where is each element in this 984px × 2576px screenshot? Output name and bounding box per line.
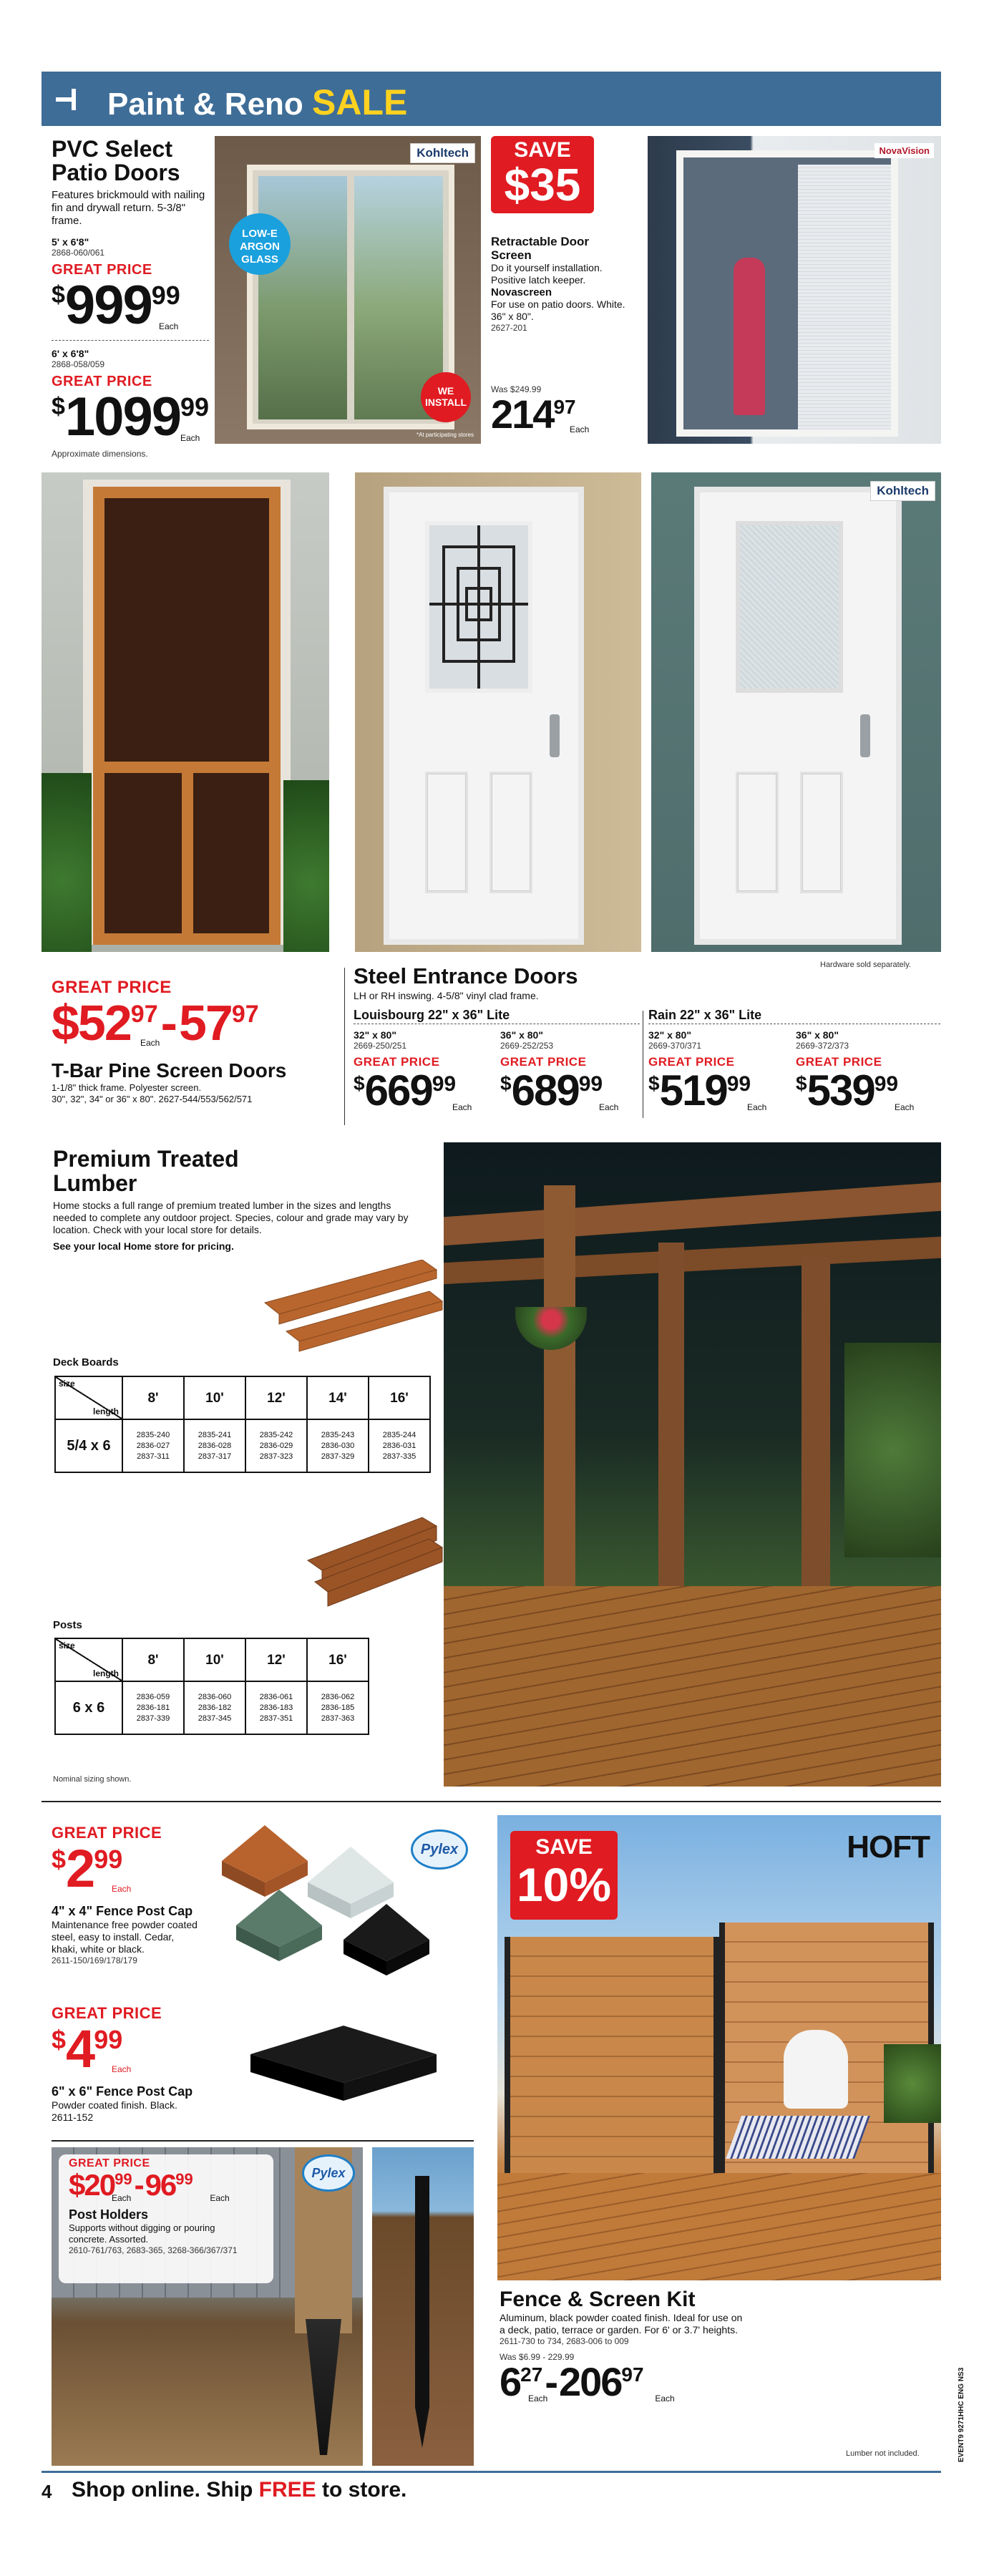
divider — [42, 1801, 941, 1802]
holders-title: Post Holders — [69, 2207, 149, 2222]
table-cell: 2836-061 2836-183 2837-351 — [245, 1681, 307, 1734]
each-label: Each — [895, 1102, 915, 1112]
kohltech-logo: Kohltech — [410, 143, 475, 163]
row-label: 5/4 x 6 — [55, 1419, 122, 1472]
save-label: SAVE — [514, 138, 571, 162]
patio-opt1-sku: 2868-060/061 — [52, 248, 105, 258]
table-header: 12' — [245, 1638, 307, 1681]
steel-item-sku: 2669-250/251 — [354, 1041, 407, 1051]
steel-item — [354, 1029, 497, 1112]
table-cell: 2836-060 2836-182 2837-345 — [184, 1681, 245, 1734]
cap4-title: 4" x 4" Fence Post Cap — [52, 1904, 193, 1918]
holders-price: $20 99 - 96 99 — [69, 2168, 193, 2202]
steel-item-price: $ 669 99 — [354, 1066, 457, 1114]
pergola-post — [658, 1243, 684, 1629]
patio-note: Approximate dimensions. — [52, 449, 148, 459]
cap4-block — [52, 1824, 216, 1965]
pine-screen-door-photo — [42, 472, 329, 952]
each-label: Each — [140, 1038, 160, 1048]
door-handle — [860, 714, 870, 757]
steel-block — [354, 963, 940, 1114]
holders-text — [69, 2157, 276, 2255]
row-label: 6 x 6 — [55, 1681, 122, 1734]
each-label: Each — [180, 433, 200, 443]
table-header: 14' — [307, 1376, 369, 1419]
patio-opt1-size: 5' x 6'8" — [52, 236, 89, 248]
fence-kit-photo — [497, 1815, 941, 2280]
lumber-see-store: See your local Home store for pricing. — [53, 1240, 234, 1252]
each-label: Each — [452, 1102, 472, 1112]
steel-item-price: $ 539 99 — [796, 1066, 899, 1114]
screen-desc2: For use on patio doors. White. 36" x 80". — [491, 298, 625, 322]
side-code: EVENT9 9271HHC ENG NS3 — [958, 2367, 965, 2462]
pylex-logo: Pylex — [411, 1829, 468, 1870]
great-price-label: GREAT PRICE — [52, 2004, 162, 2022]
steel-item — [500, 1029, 643, 1112]
fence-panel — [505, 1937, 719, 2173]
great-price-label: GREAT PRICE — [500, 1055, 587, 1069]
tbar-block — [52, 978, 338, 1105]
fence-block — [500, 2288, 929, 2404]
kohltech-logo: Kohltech — [870, 481, 935, 501]
patio-door-photo — [215, 136, 481, 444]
hoft-logo: HOFT — [847, 1829, 930, 1865]
deck-boards-title: Deck Boards — [53, 1356, 119, 1369]
table-row — [55, 1419, 430, 1472]
steel-item-size: 32" x 80" — [648, 1029, 691, 1041]
shrubs — [844, 1343, 941, 1557]
person-figure — [734, 258, 765, 415]
pylex-logo: Pylex — [302, 2154, 355, 2192]
black-post-cap-illustration — [243, 2018, 444, 2111]
divider — [52, 340, 209, 341]
steel-door-louisbourg — [384, 487, 584, 945]
hanging-basket — [515, 1307, 587, 1350]
steel-door-louisbourg-photo — [355, 472, 641, 952]
great-price-label: GREAT PRICE — [52, 374, 152, 389]
patio-opt1-price: $ 999 99 — [52, 275, 180, 336]
fern-plant — [283, 780, 329, 952]
post-holder-photo — [52, 2147, 363, 2466]
screen-price: 214 97 — [491, 392, 576, 437]
low-e-badge: LOW-E ARGON GLASS — [229, 213, 291, 275]
tbar-price: $52 97 - 57 97 — [52, 995, 259, 1051]
deck-floor — [497, 2173, 941, 2280]
cap4-price: $ 2 99 — [52, 1839, 123, 1898]
hardware-note: Hardware sold separately. — [820, 961, 911, 969]
screen-door-frame — [676, 150, 898, 437]
each-label: Each — [599, 1102, 619, 1112]
brand-mark-icon — [56, 87, 84, 112]
posts-title: Posts — [53, 1619, 82, 1631]
each-label: Each — [112, 2193, 132, 2203]
striped-rug — [726, 2116, 870, 2159]
fence-was-price: Was $6.99 - 229.99 — [500, 2352, 575, 2362]
table-cell: 2835-241 2836-028 2837-317 — [184, 1419, 245, 1472]
white-chair — [784, 2030, 848, 2109]
each-label: Each — [528, 2393, 548, 2404]
rain-glass — [736, 521, 843, 693]
patio-doors-title: PVC Select Patio Doors — [52, 136, 180, 185]
save-amount: $35 — [504, 159, 581, 210]
pergola-photo — [444, 1142, 941, 1787]
lumber-title: Premium Treated Lumber — [53, 1146, 239, 1196]
novavision-logo: NovaVision — [875, 143, 934, 158]
each-label: Each — [159, 321, 179, 331]
screen-subtitle: Novascreen — [491, 286, 552, 298]
fence-desc: Aluminum, black powder coated finish. Ideal for use on a deck, patio, terrace or garden. For 6' or 3.7' heights. — [500, 2312, 743, 2336]
save-amount: 10% — [516, 1858, 612, 1911]
table-cell: 2835-243 2836-030 2837-329 — [307, 1419, 369, 1472]
fern-plant — [42, 773, 92, 952]
table-header: 8' — [122, 1638, 184, 1681]
screen-title: Retractable Door Screen — [491, 235, 589, 262]
table-cell: 2836-059 2836-181 2837-339 — [122, 1681, 184, 1734]
table-header: 12' — [245, 1376, 307, 1419]
great-price-label: GREAT PRICE — [52, 262, 152, 278]
patio-opt2-size: 6' x 6'8" — [52, 348, 89, 359]
patio-opt2-sku: 2868-058/059 — [52, 359, 105, 369]
each-label: Each — [112, 2064, 132, 2074]
post-spike — [415, 2176, 429, 2448]
fence-sku: 2611-730 to 734, 2683-006 to 009 — [500, 2336, 629, 2346]
fence-price: 6 27 - 206 97 — [500, 2359, 644, 2404]
each-label: Each — [210, 2193, 230, 2203]
great-price-label: GREAT PRICE — [52, 1824, 162, 1842]
sale-banner — [42, 72, 941, 126]
cap6-price: $ 4 99 — [52, 2019, 123, 2079]
lumber-block — [53, 1147, 425, 1252]
patio-doors-desc: Features brickmould with nailing fin and drywall return. 5-3/8" frame. — [52, 189, 205, 227]
screen-was-price: Was $249.99 — [491, 384, 542, 394]
table-header: 10' — [184, 1638, 245, 1681]
fence-title: Fence & Screen Kit — [500, 2288, 696, 2311]
post-holder-ground-photo — [372, 2147, 474, 2466]
table-cell: 2836-062 2836-185 2837-363 — [307, 1681, 369, 1734]
footer-tagline: Shop online. Ship FREE to store. — [72, 2478, 407, 2502]
save-label: SAVE — [535, 1835, 593, 1859]
lumber-not-included-note: Lumber not included. — [846, 2449, 920, 2458]
steel-item-size: 36" x 80" — [500, 1029, 543, 1041]
cap6-title: 6" x 6" Fence Post Cap — [52, 2084, 193, 2099]
nominal-note: Nominal sizing shown. — [53, 1775, 132, 1784]
posts-table — [54, 1638, 369, 1735]
cap6-block — [52, 2004, 216, 2124]
each-label: Each — [570, 424, 590, 434]
page-number: 4 — [42, 2481, 52, 2502]
table-header: 8' — [122, 1376, 184, 1419]
steel-item-sku: 2669-372/373 — [796, 1041, 849, 1051]
install-note: *At participating stores — [416, 432, 474, 438]
table-header: 16' — [307, 1638, 369, 1681]
steel-item-price: $ 689 99 — [500, 1066, 603, 1114]
footer-rule — [42, 2471, 941, 2473]
each-label: Each — [112, 1884, 132, 1894]
steel-item-size: 32" x 80" — [354, 1029, 396, 1041]
posts-illustration — [301, 1503, 444, 1610]
holders-sku: 2610-761/763, 2683-365, 3268-366/367/371 — [69, 2245, 238, 2255]
table-row — [55, 1681, 369, 1734]
deck-boards-illustration — [258, 1260, 444, 1374]
tbar-title: T-Bar Pine Screen Doors — [52, 1059, 287, 1082]
great-price-label: GREAT PRICE — [69, 2157, 150, 2169]
table-cell: 2835-244 2836-031 2837-335 — [369, 1419, 430, 1472]
cap6-desc: Powder coated finish. Black. 2611-152 — [52, 2099, 177, 2123]
great-price-label: GREAT PRICE — [796, 1055, 882, 1069]
steel-desc: LH or RH inswing. 4-5/8" vinyl clad frame. — [354, 990, 539, 1001]
steel-item-sku: 2669-370/371 — [648, 1041, 702, 1051]
table-header: 10' — [184, 1376, 245, 1419]
save-badge — [510, 1831, 618, 1920]
tbar-desc: 1-1/8" thick frame. Polyester screen. — [52, 1082, 202, 1093]
great-price-label: GREAT PRICE — [52, 978, 172, 997]
pine-door — [93, 487, 281, 945]
door-handle — [550, 714, 560, 757]
we-install-badge: WE INSTALL — [421, 372, 471, 422]
holders-desc: Supports without digging or pouring concrete. Assorted. — [69, 2222, 215, 2245]
steel-group-louisbourg: Louisbourg 22" x 36" Lite — [354, 1008, 510, 1022]
steel-door-rain-photo — [651, 472, 941, 952]
steel-item-sku: 2669-252/253 — [500, 1041, 554, 1051]
deck-boards-table — [54, 1376, 431, 1473]
save-badge — [491, 136, 594, 213]
steel-item-size: 36" x 80" — [796, 1029, 839, 1041]
patio-doors-block — [52, 137, 209, 459]
banner-title: Paint & Reno SALE — [107, 82, 408, 122]
screen-desc1: Do it yourself installation. Positive latch keeper. — [491, 262, 603, 286]
each-label: Each — [747, 1102, 767, 1112]
screen-door-photo — [648, 136, 941, 444]
pergola-post — [802, 1257, 830, 1629]
table-cell: 2835-242 2836-029 2837-323 — [245, 1419, 307, 1472]
lumber-desc: Home stocks a full range of premium treated lumber in the sizes and lengths needed to complete any outdoor project. Species, colour and grade may vary by location. Check with your local store for details. — [53, 1200, 409, 1235]
table-header: 16' — [369, 1376, 430, 1419]
table-cell: 2835-240 2836-027 2837-311 — [122, 1419, 184, 1472]
steel-title: Steel Entrance Doors — [354, 963, 578, 988]
each-label: Each — [655, 2393, 675, 2404]
divider — [52, 2140, 474, 2142]
potted-plant — [884, 2044, 941, 2123]
steel-group-rain: Rain 22" x 36" Lite — [648, 1008, 762, 1022]
screen-block — [491, 136, 641, 437]
post-spike — [306, 2319, 341, 2455]
table-corner: size length — [56, 1377, 122, 1419]
steel-item — [796, 1029, 939, 1112]
steel-item-price: $ 519 99 — [648, 1066, 751, 1114]
screen-sku: 2627-201 — [491, 323, 527, 333]
decorative-glass — [425, 521, 532, 693]
great-price-label: GREAT PRICE — [648, 1055, 735, 1069]
deck-floor — [444, 1586, 941, 1787]
steel-door-rain — [694, 487, 902, 945]
cap4-sku: 2611-150/169/178/179 — [52, 1955, 137, 1965]
cap4-desc: Maintenance free powder coated steel, easy to install. Cedar, khaki, white or black. — [52, 1919, 198, 1955]
great-price-label: GREAT PRICE — [354, 1055, 440, 1069]
patio-opt2-price: $ 1099 99 — [52, 387, 210, 447]
tbar-desc2: 30", 32", 34" or 36" x 80". 2627-544/553/562/571 — [52, 1094, 253, 1104]
divider — [344, 968, 345, 1125]
steel-item — [648, 1029, 791, 1112]
table-corner: size length — [56, 1639, 122, 1681]
